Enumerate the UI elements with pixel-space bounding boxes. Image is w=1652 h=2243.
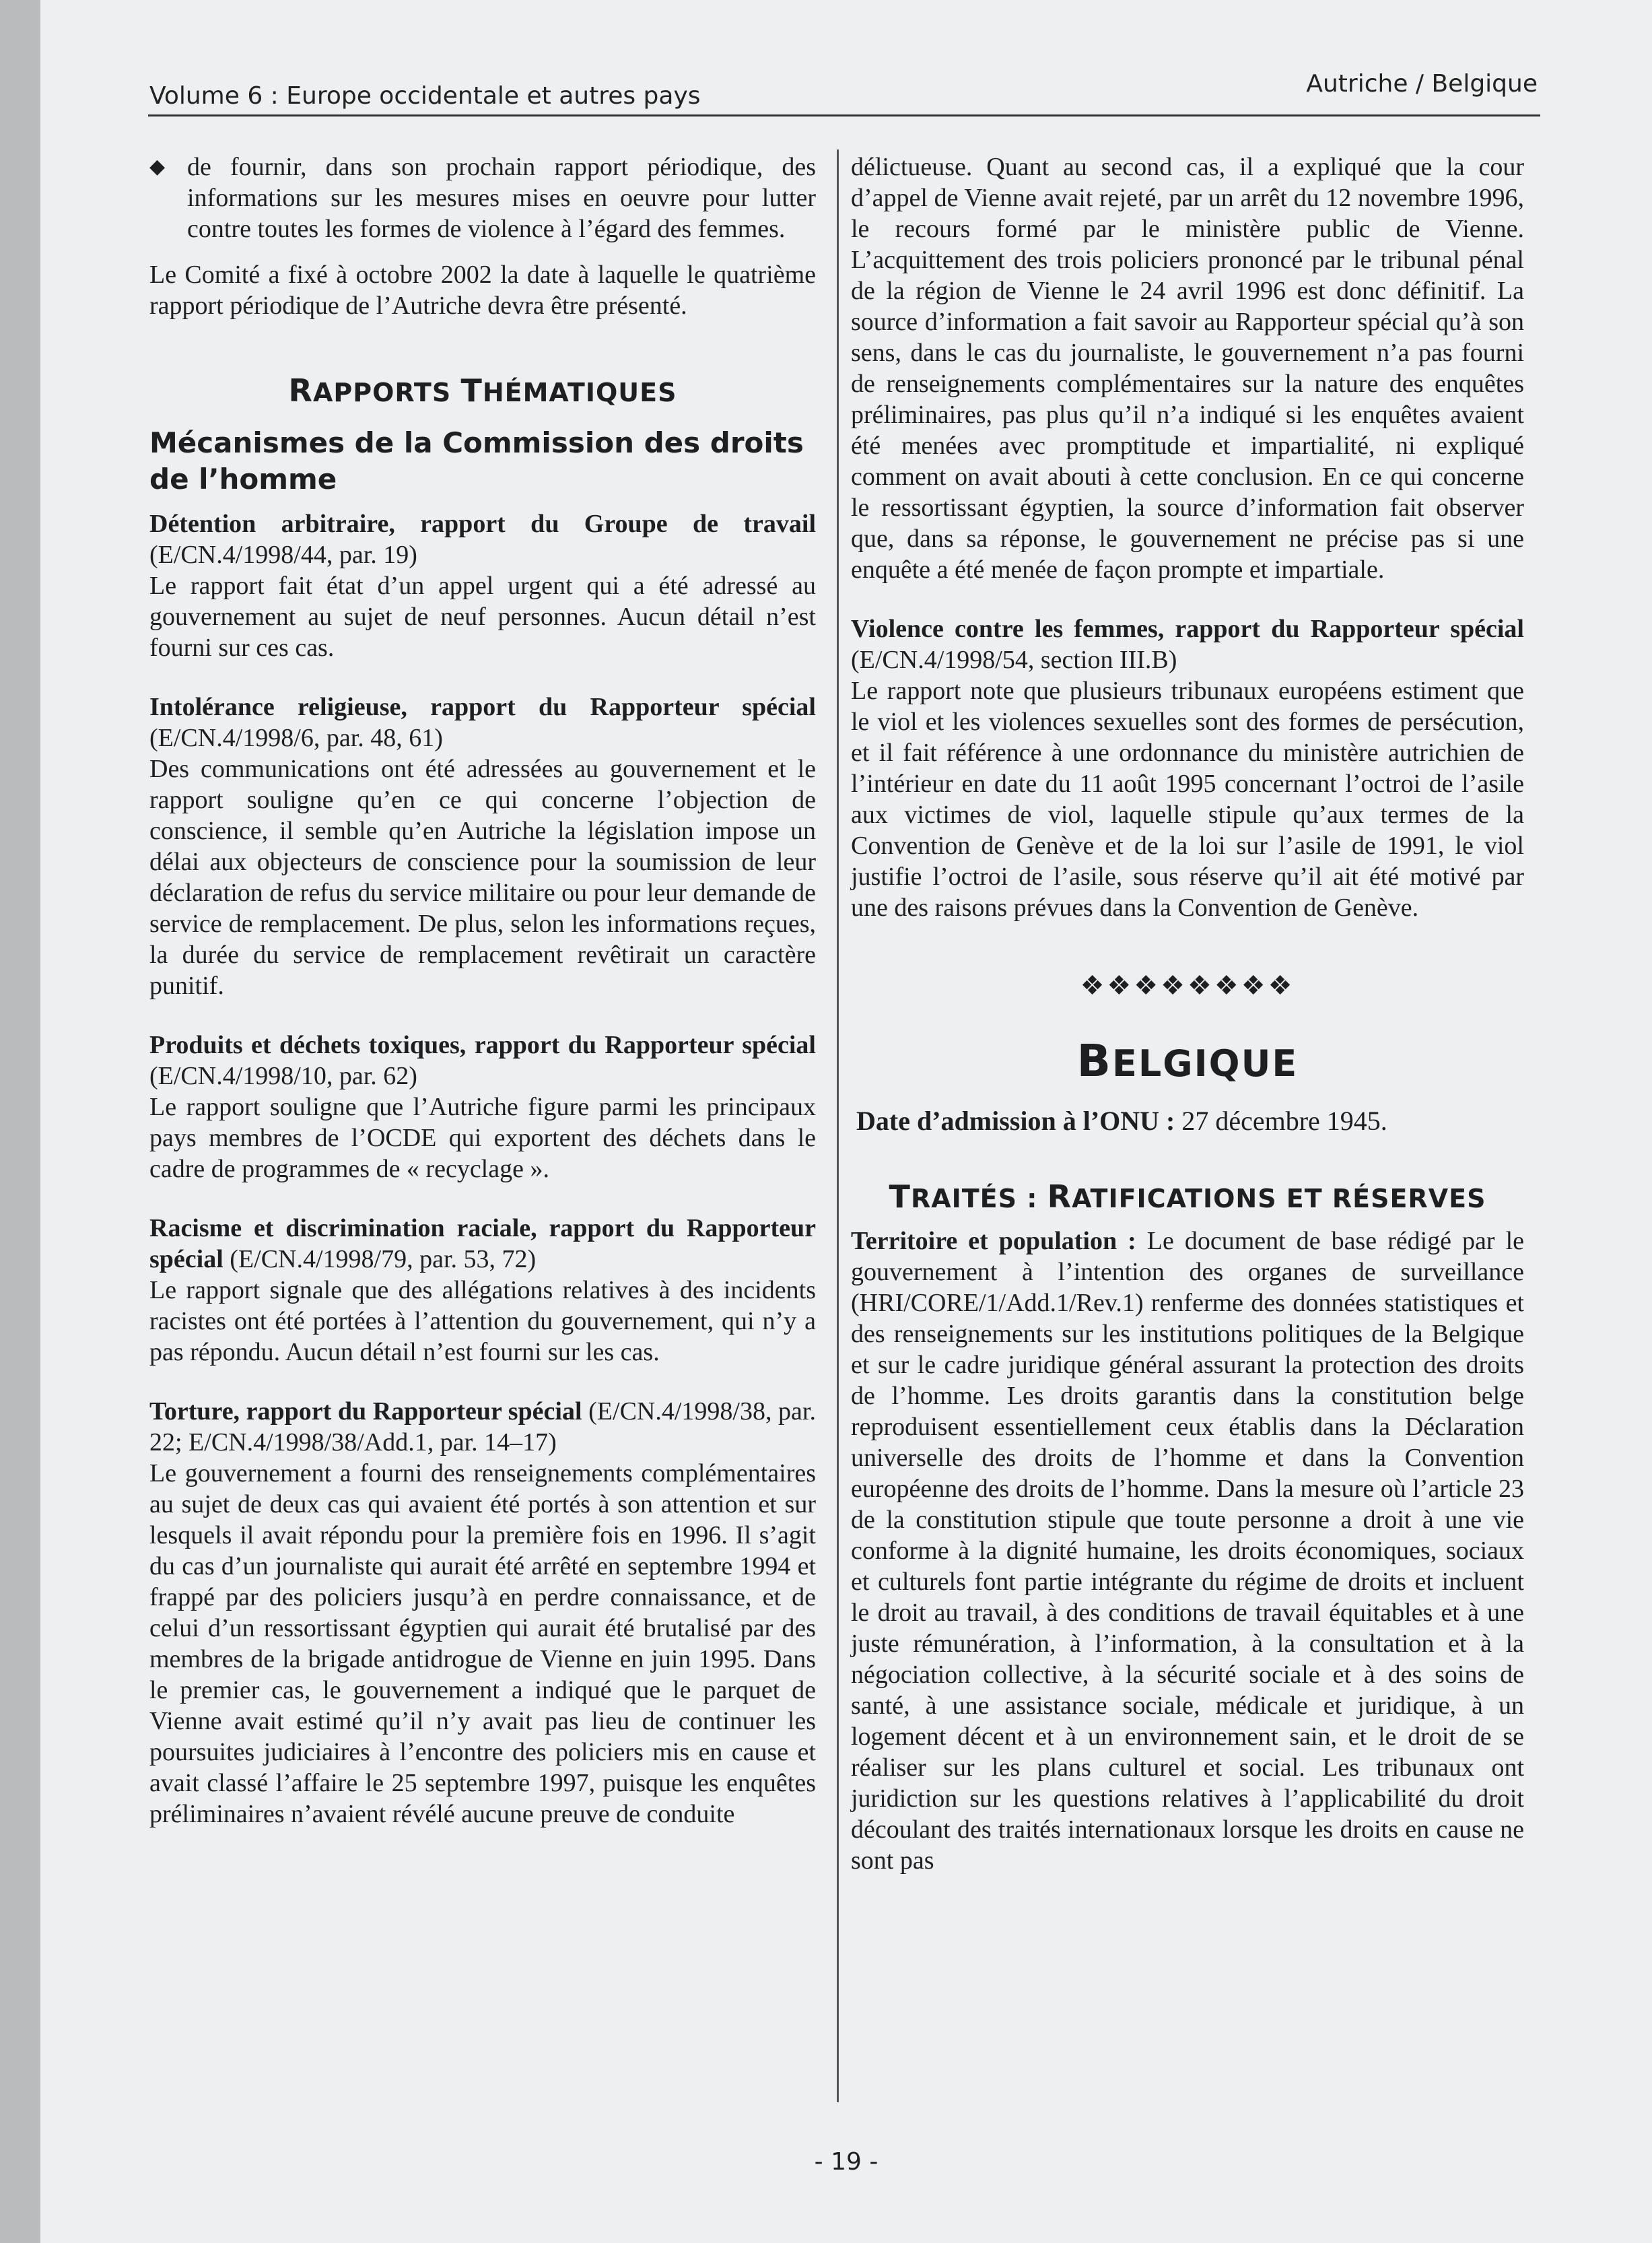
bullet-text: de fournir, dans son prochain rapport périodique, des informations sur les mesures mises en oeuvre pour lutter contre toutes les formes de violence à l’égard des femmes. (187, 153, 816, 243)
heading-intolerance-religieuse: Intolérance religieuse, rapport du Rapporteur spécial (E/CN.4/1998/6, par. 48, 61) (149, 693, 816, 752)
page-number: - 19 - (814, 2148, 879, 2176)
heading-dechets-toxiques: Produits et déchets toxiques, rapport du Rapporteur spécial (E/CN.4/1998/10, par. 62) (149, 1031, 816, 1090)
admission-date: Date d’admission à l’ONU : 27 décembre 1945. (856, 1106, 1387, 1136)
column-rule (837, 149, 839, 2102)
paragraph-territoire-population: Territoire et population : Le document de base rédigé par le gouvernement à l’intention des organes de surveillance (HRI/CORE/1/Add.1/Rev.1) renferme des données statistiques et des renseignements sur les institutions politiques de la Belgique et sur le cadre juridique général assurant la protection des droits de l’homme. Les droits garantis dans la constitution belge reproduisent essentiellement ceux établis dans la Déclaration universelle des droits de l’homme et dans la Convention européenne des droits de l’homme. Dans la mesure où l’article 23 de la constitution stipule que toute personne a droit à une vie conforme à la dignité humaine, les droits économiques, sociaux et culturels font partie intégrante du régime de droits et incluent le droit au travail, à des conditions de travail équitables et à une juste rémunération, à l’information, à la consultation et à la négociation collective, à la sécurité sociale et à des soins de santé, à une assistance sociale, médicale et juridique, à un logement décent et à un environnement sain, et le droit de se réaliser sur les plans culturel et social. Les tribunaux ont juridiction sur les questions relatives à l’applicabilité du droit découlant des traités internationaux lorsque les droits en cause ne sont pas (851, 1227, 1524, 1875)
committee-paragraph: Le Comité a fixé à octobre 2002 la date à laquelle le quatrième rapport périodique de l’Autriche devra être présenté. (149, 261, 816, 320)
heading-torture: Torture, rapport du Rapporteur spécial (E/CN.4/1998/38, par. 22; E/CN.4/1998/38/Add.1, par. 14–17) (149, 1397, 816, 1457)
subsection-title: Mécanismes de la Commission des droits de l’homme (149, 426, 804, 496)
paragraph-detention-arbitraire: Le rapport fait état d’un appel urgent qui a été adressé au gouvernement au sujet de neuf personnes. Aucun détail n’est fourni sur ces cas. (149, 572, 816, 662)
paragraph-intolerance-religieuse: Des communications ont été adressées au gouvernement et le rapport souligne qu’en ce qui concerne l’objection de conscience, il semble qu’en Autriche la législation impose un délai aux objecteurs de conscience pour la soumission de leur déclaration de refus du service militaire ou pour leur demande de service de remplacement. De plus, selon les informations reçues, la durée du service de remplacement revêtirait un caractère punitif. (149, 755, 816, 1000)
paragraph-dechets-toxiques: Le rapport souligne que l’Autriche figure parmi les principaux pays membres de l’OCDE qui exportent des déchets dans le cadre de programmes de « recyclage ». (149, 1093, 816, 1183)
paragraph-torture-continued: délictueuse. Quant au second cas, il a expliqué que la cour d’appel de Vienne avait rejeté, par un arrêt du 12 novembre 1996, le recours formé par le ministère public de Vienne. L’acquittement des trois policiers prononcé par le tribunal pénal de la région de Vienne le 24 avril 1996 est donc définitif. La source d’information a fait savoir au Rapporteur spécial qu’à son sens, dans le cas du journaliste, le gouvernement n’a pas fourni de renseignements complémentaires sur la nature des enquêtes préliminaires, pas plus qu’il n’a indiqué si les enquêtes avaient été menées avec promptitude et impartialité, ni expliqué comment on avait abouti à cette conclusion. En ce qui concerne le ressortissant égyptien, la source d’information fait observer que, dans sa réponse, le gouvernement ne précise pas si une enquête a été menée de façon prompte et impartiale. (851, 153, 1524, 584)
bullet-item (149, 152, 816, 244)
section-title-rapports-thematiques: RAPPORTS THÉMATIQUES (288, 372, 677, 409)
heading-violence-femmes: Violence contre les femmes, rapport du Rapporteur spécial (E/CN.4/1998/54, section III.B) (851, 615, 1524, 674)
document-page (40, 0, 1652, 2243)
ornament-diamonds-icon: ❖❖❖❖❖❖❖❖ (1080, 970, 1295, 1001)
section-title-traites: TRAITÉS : RATIFICATIONS ET RÉSERVES (889, 1178, 1486, 1215)
diamond-bullet-icon: ◆ (149, 156, 166, 178)
left-column (149, 152, 816, 1830)
header-rule (148, 114, 1540, 116)
running-header-right: Autriche / Belgique (1306, 70, 1538, 98)
paragraph-torture: Le gouvernement a fourni des renseignements complémentaires au sujet de deux cas qui avaient été portés à son attention et sur lesquels il avait répondu pour la première fois en 1996. Il s’agit du cas d’un journaliste qui aurait été arrêté en septembre 1994 et frappé par des policiers jusqu’à en perdre connaissance, et de celui d’un ressortissant égyptien qui aurait été brutalisé par des membres de la brigade antidrogue de Vienne en juin 1995. Dans le premier cas, le gouvernement a indiqué que le parquet de Vienne avait estimé qu’il n’y avait pas lieu de continuer les poursuites judiciaires à l’encontre des policiers mis en cause et avait classé l’affaire le 25 septembre 1997, puisque les enquêtes préliminaires n’avaient révélé aucune preuve de conduite (149, 1459, 816, 1828)
country-title-belgique: BELGIQUE (1076, 1035, 1299, 1087)
right-column (851, 152, 1524, 1876)
paragraph-violence-femmes: Le rapport note que plusieurs tribunaux européens estiment que le viol et les violences sexuelles sont des formes de persécution, et il fait référence à une ordonnance du ministère autrichien de l’intérieur en date du 11 août 1995 concernant l’octroi de l’asile aux victimes de viol, laquelle stipule qu’aux termes de la Convention de Genève et de la loi sur l’asile de 1991, le viol justifie l’octroi de l’asile, sous réserve qu’il ait été motivé par une des raisons prévues dans la Convention de Genève. (851, 677, 1524, 922)
heading-detention-arbitraire: Détention arbitraire, rapport du Groupe de travail (E/CN.4/1998/44, par. 19) (149, 510, 816, 569)
running-header-left: Volume 6 : Europe occidentale et autres pays (149, 82, 701, 110)
paragraph-racisme: Le rapport signale que des allégations relatives à des incidents racistes ont été portées à l’attention du gouvernement, qui n’y a pas répondu. Aucun détail n’est fourni sur les cas. (149, 1276, 816, 1366)
heading-racisme: Racisme et discrimination raciale, rapport du Rapporteur spécial (E/CN.4/1998/79, par. 53, 72) (149, 1214, 816, 1273)
